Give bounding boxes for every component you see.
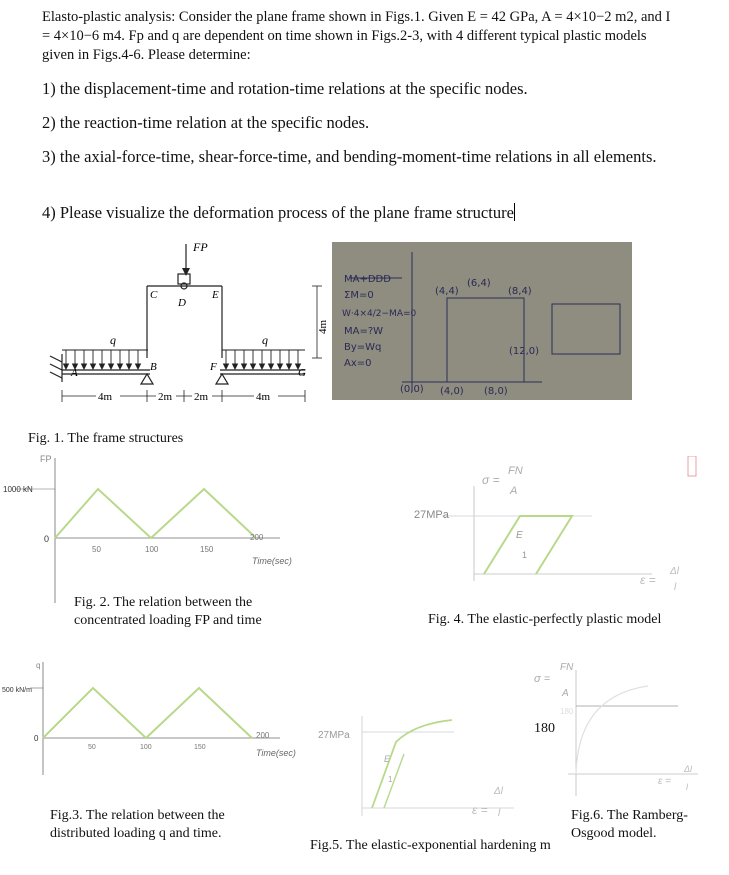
- sketch-note-4: MA=?W: [344, 326, 384, 337]
- fig4-stress: 27MPa: [414, 509, 449, 521]
- load-arrowhead: [251, 364, 256, 369]
- fig5-caption: Fig.5. The elastic-exponential hardening m: [310, 838, 551, 853]
- sketch-note-3: W·4×4/2−MA=0: [342, 309, 417, 319]
- q-label-right: q: [262, 333, 268, 347]
- sketch-pt-1: (4,4): [435, 286, 459, 297]
- sketch-note-6: Ax=0: [344, 358, 372, 369]
- node-d: D: [178, 297, 186, 309]
- fig2-origin: 0: [44, 534, 50, 544]
- fig3-x-label: Time(sec): [256, 748, 296, 758]
- fig5-hardening-chart: [314, 712, 524, 824]
- fig4-one: 1: [522, 550, 528, 560]
- load-arrowhead: [242, 364, 247, 369]
- node-c: C: [150, 289, 158, 301]
- question-4: [42, 202, 682, 224]
- sketch-pt-6: (4,0): [440, 386, 464, 397]
- load-label-fp: FP: [193, 240, 208, 254]
- fig4-caption: Fig. 4. The elastic-perfectly plastic model: [428, 612, 662, 627]
- problem-intro: Elasto-plastic analysis: Consider the plane frame shown in Figs.1. Given E = 42 GPa, A = 4×10−2 m2, and I = 4×10−6 m4. Fp and q are dependent on time shown in Figs.2-3, with 4 different typical plastic models given in Figs.4-6. Please determine:: [42, 9, 671, 63]
- fig5-dl: Δl: [494, 786, 503, 797]
- fig1-caption: Fig. 1. The frame structures: [28, 431, 184, 446]
- fig2-y-value: 1000 kN: [3, 485, 33, 494]
- load-arrowhead: [136, 364, 141, 369]
- text-cursor: [514, 203, 515, 221]
- fig6-l: l: [686, 782, 688, 792]
- question-1: 1) the displacement-time and rotation-time relations at the specific nodes.: [42, 79, 528, 98]
- fig5-curve-loading: [372, 720, 452, 808]
- fig5-l: l: [498, 808, 501, 819]
- fig2-caption-2: concentrated loading FP and time: [74, 613, 262, 628]
- fig3-tick-100: 100: [140, 744, 152, 751]
- fig2-tick-200: 200: [250, 533, 264, 542]
- fig5-e: E: [384, 754, 391, 764]
- fig3-tick-50: 50: [88, 744, 96, 751]
- sketch-note-2: ΣM=0: [344, 290, 374, 301]
- load-arrowhead: [127, 364, 132, 369]
- fig4-l: l: [674, 582, 677, 593]
- fig6-caption-2: Osgood model.: [571, 826, 657, 841]
- question-3: 3) the axial-force-time, shear-force-time, and bending-moment-time relations in all elements.: [42, 147, 657, 166]
- fig3-y-axis: q: [36, 661, 41, 670]
- question-4-text: 4) Please visualize the deformation process of the plane frame structure: [42, 203, 514, 222]
- fig4-fn: FN: [508, 465, 523, 477]
- fig3-tick-200: 200: [256, 731, 270, 740]
- fig5-stress: 27MPa: [318, 730, 350, 741]
- load-arrowhead: [269, 364, 274, 369]
- fig2-x-label: Time(sec): [252, 556, 292, 566]
- node-g: G: [298, 367, 306, 379]
- fig4-curve: [484, 516, 572, 574]
- load-arrowhead: [109, 364, 114, 369]
- load-arrowhead: [64, 364, 69, 369]
- sketch-pt-5: (0,0): [400, 384, 424, 395]
- frame-diagram: [40, 236, 330, 411]
- dim-1: 4m: [98, 391, 113, 403]
- sketch-note-1: MA+DDD: [344, 274, 391, 285]
- sketch-pt-2: (6,4): [467, 278, 491, 289]
- load-arrowhead: [91, 364, 96, 369]
- height-dim: 4m: [317, 319, 329, 334]
- fig2-tick-100: 100: [145, 545, 159, 554]
- question-2: 2) the reaction-time relation at the specific nodes.: [42, 113, 370, 132]
- node-f: F: [210, 361, 217, 373]
- fig6-a: A: [562, 688, 569, 699]
- load-arrowhead: [233, 364, 238, 369]
- q-label-left: q: [110, 333, 116, 347]
- fig3-load-time-chart: [0, 660, 300, 780]
- fig6-eps: ε =: [658, 776, 672, 787]
- sketch-pt-7: (8,0): [484, 386, 508, 397]
- load-arrowhead: [224, 364, 229, 369]
- fig6-ramberg-osgood-chart: [528, 656, 704, 802]
- fig6-dl: Δl: [684, 764, 693, 774]
- load-arrowhead: [278, 364, 283, 369]
- sketch-pt-3: (8,4): [508, 286, 532, 297]
- fig3-origin: 0: [34, 734, 39, 743]
- fig6-value: 180: [534, 721, 555, 736]
- fig3-caption-1: Fig.3. The relation between the: [50, 808, 225, 823]
- fig4-sigma: σ =: [482, 473, 500, 487]
- fig6-curve: [576, 686, 648, 774]
- fig5-one: 1: [388, 775, 393, 784]
- fig3-caption-2: distributed loading q and time.: [50, 826, 222, 841]
- fig4-marker: [688, 456, 696, 476]
- fig2-load-time-chart: [0, 448, 300, 608]
- fig2-y-axis: FP: [40, 454, 52, 464]
- fig4-e: E: [516, 530, 523, 541]
- fig2-tick-150: 150: [200, 545, 214, 554]
- load-arrowhead: [287, 364, 292, 369]
- dim-4: 4m: [256, 391, 271, 403]
- sketch-pt-4: (12,0): [509, 346, 540, 357]
- fig6-sigma: σ =: [534, 673, 551, 685]
- node-b: B: [150, 361, 157, 373]
- dim-2: 2m: [158, 391, 173, 403]
- fig6-caption-1: Fig.6. The Ramberg-: [571, 808, 688, 823]
- load-arrowhead: [118, 364, 123, 369]
- fig2-tick-50: 50: [92, 545, 101, 554]
- fig4-a: A: [510, 485, 518, 497]
- q-curve: [43, 688, 252, 738]
- sketch-note-5: By=Wq: [344, 342, 382, 353]
- dim-3: 2m: [194, 391, 209, 403]
- node-a: A: [71, 367, 78, 379]
- fig4-elastic-plastic-chart: [412, 456, 702, 598]
- load-arrowhead: [260, 364, 265, 369]
- fig2-caption-1: Fig. 2. The relation between the: [74, 595, 253, 610]
- load-arrowhead: [100, 364, 105, 369]
- fig6-fn: FN: [560, 662, 574, 673]
- fig3-tick-150: 150: [194, 744, 206, 751]
- fp-curve: [55, 489, 256, 538]
- handwritten-sketch-photo: [332, 242, 632, 400]
- fig4-eps: ε =: [640, 573, 656, 587]
- fig6-faint-value: 180: [560, 707, 574, 716]
- load-arrowhead: [82, 364, 87, 369]
- fig3-y-value: 500 kN/m: [2, 687, 32, 694]
- fig4-dl: Δl: [670, 566, 679, 577]
- fig5-eps: ε =: [472, 803, 488, 817]
- node-e: E: [212, 289, 219, 301]
